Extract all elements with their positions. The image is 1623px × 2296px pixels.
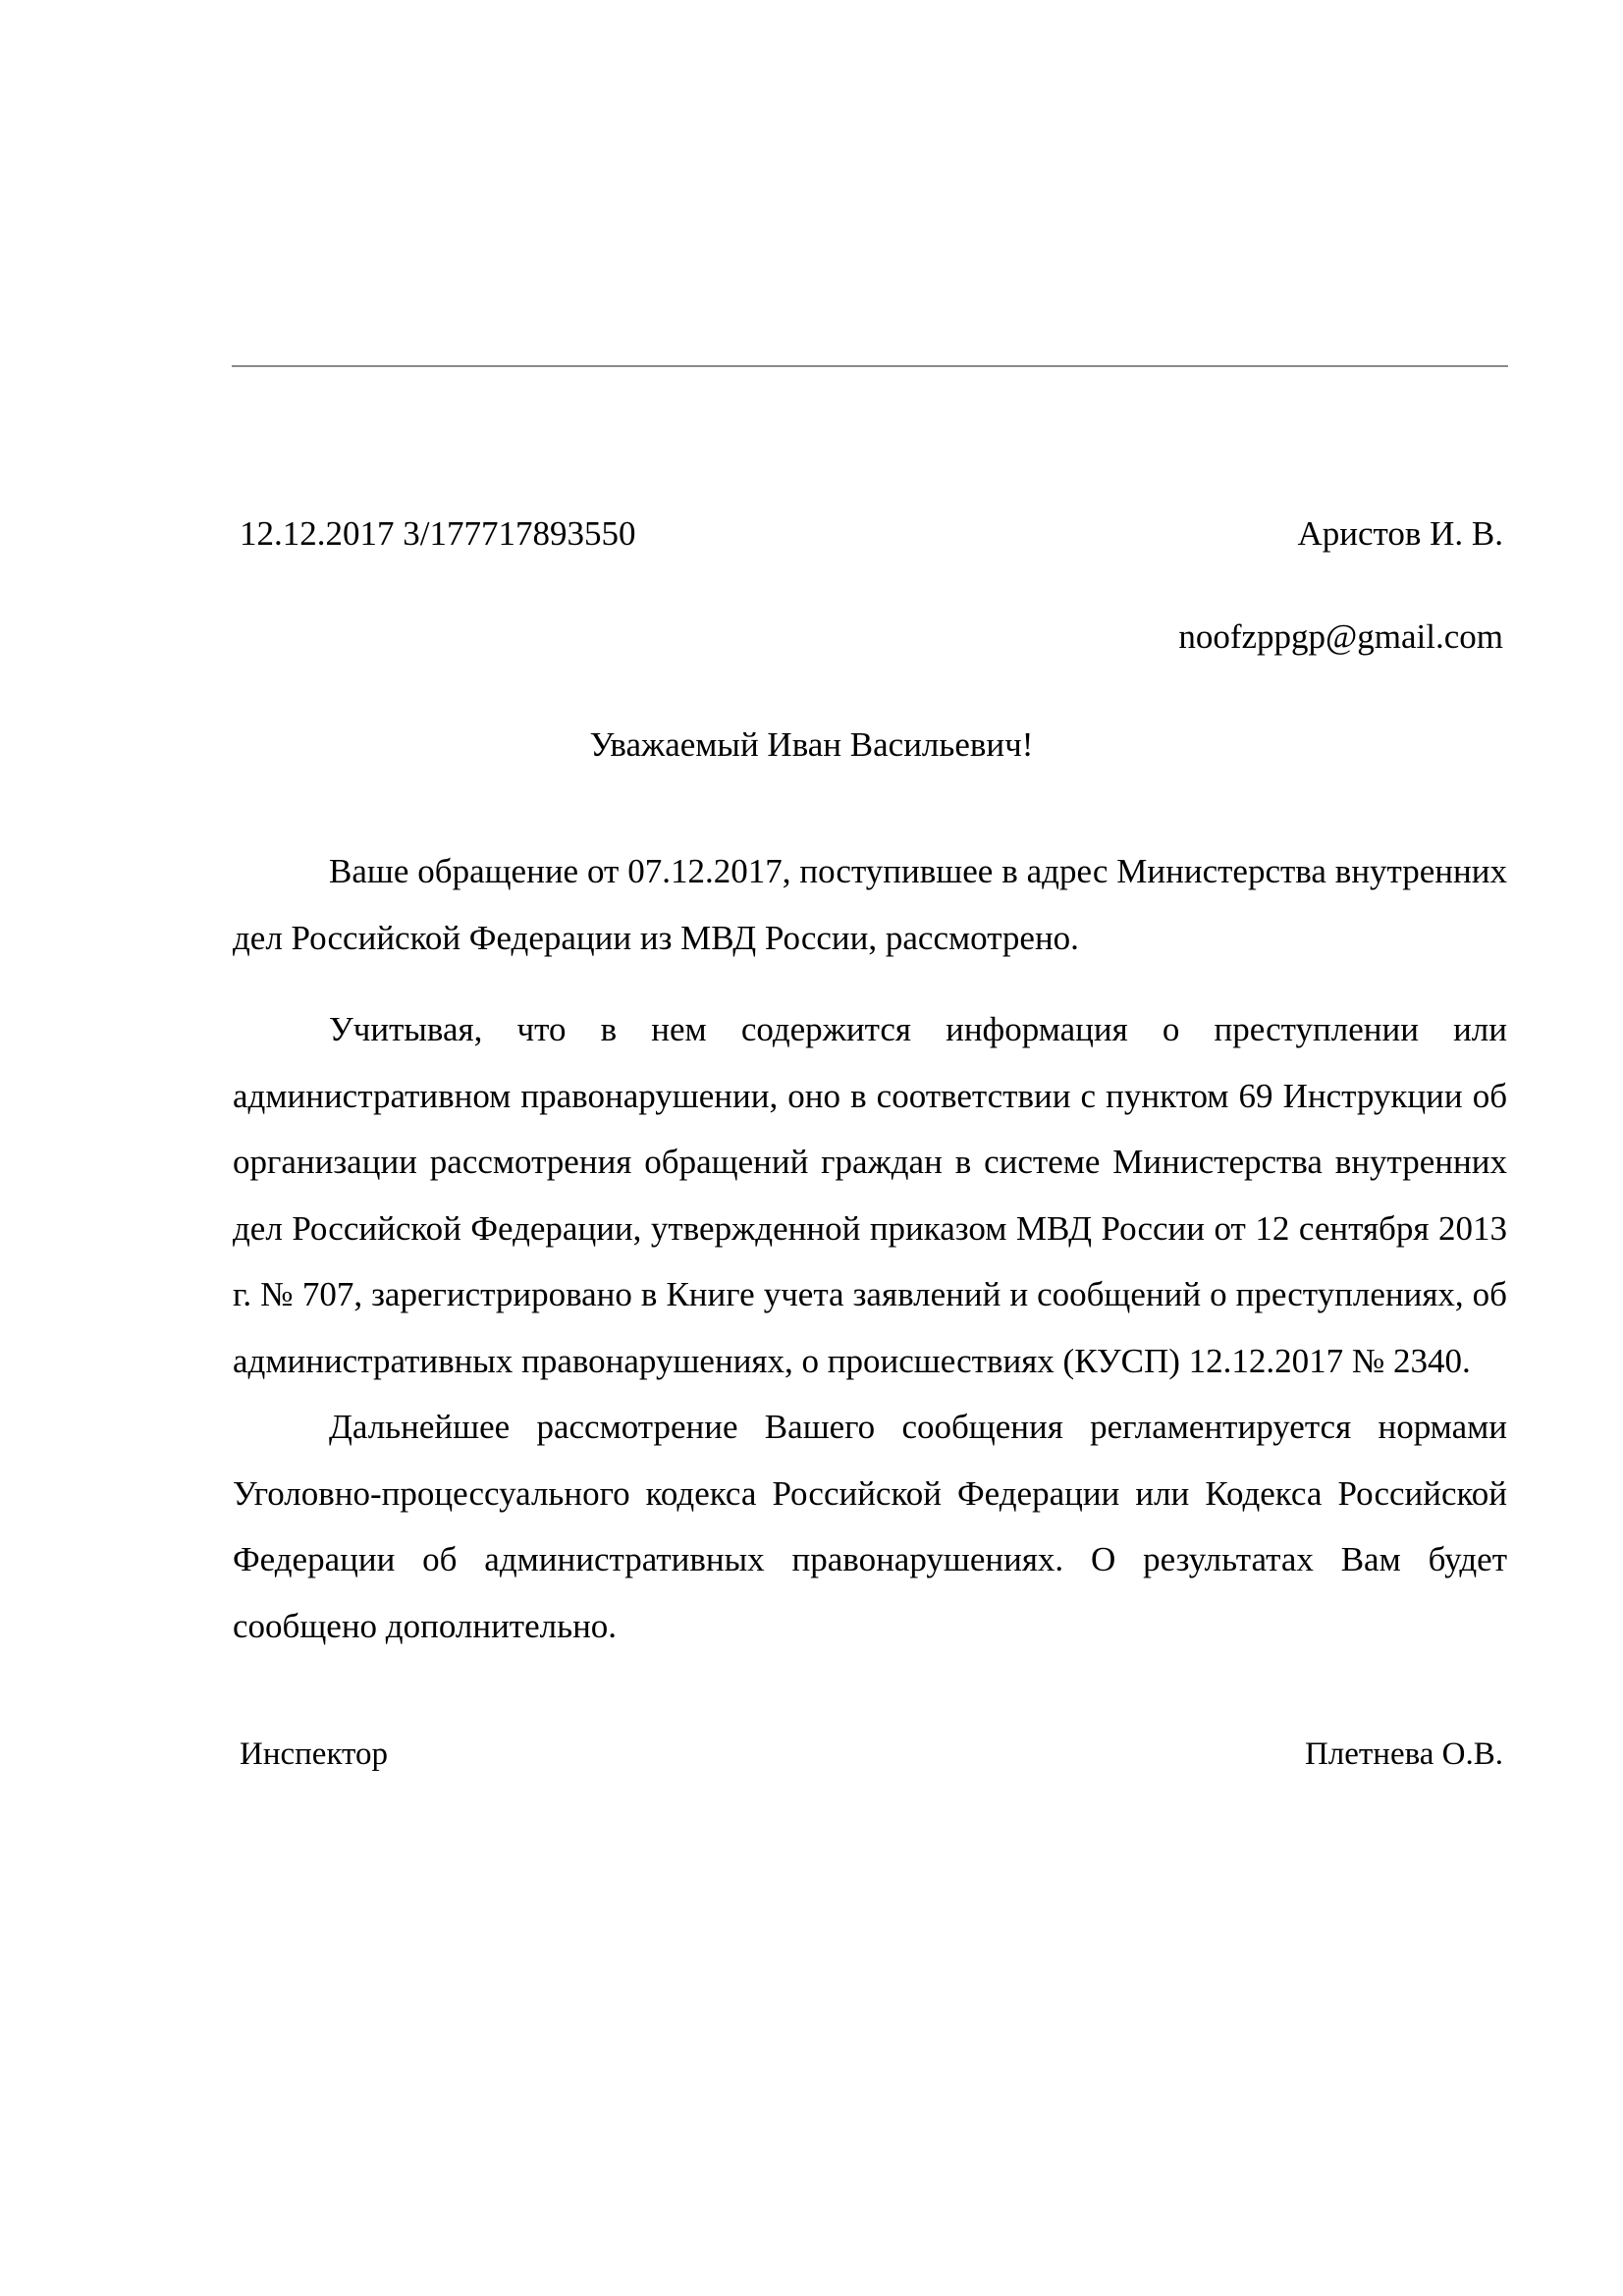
body-paragraph: Дальнейшее рассмотрение Вашего сообщения регламентируется нормами Уголовно-процессуального кодекса Российской Федерации или Кодекса Российской Федерации об административных правонарушениях. О результатах Вам будет сообщено дополнительно.	[233, 1408, 1507, 1645]
body-paragraph: Ваше обращение от 07.12.2017, поступившее в адрес Министерства внутренних дел Российской Федерации из МВД России, рассмотрено.	[233, 852, 1507, 957]
header-divider	[232, 365, 1508, 367]
recipient-name: Аристов И. В.	[1297, 514, 1503, 553]
recipient-email: noofzppgp@gmail.com	[1178, 617, 1503, 656]
signatory-name: Плетнева О.В.	[1304, 1736, 1503, 1772]
reference-number: 12.12.2017 3/177717893550	[240, 514, 636, 553]
letter-body	[233, 838, 1507, 1659]
salutation: Уважаемый Иван Васильевич!	[589, 725, 1034, 764]
body-paragraph: Учитывая, что в нем содержится информация о преступлении или административном правонарушении, оно в соответствии с пунктом 69 Инструкции об организации рассмотрения обращений граждан в системе Министерства внутренних дел Российской Федерации, утвержденной приказом МВД России от 12 сентября 2013 г. № 707, зарегистрировано в Книге учета заявлений и сообщений о преступлениях, об административных правонарушениях, о происшествиях (КУСП) 12.12.2017 № 2340.	[233, 1010, 1507, 1380]
signatory-role: Инспектор	[240, 1736, 389, 1772]
